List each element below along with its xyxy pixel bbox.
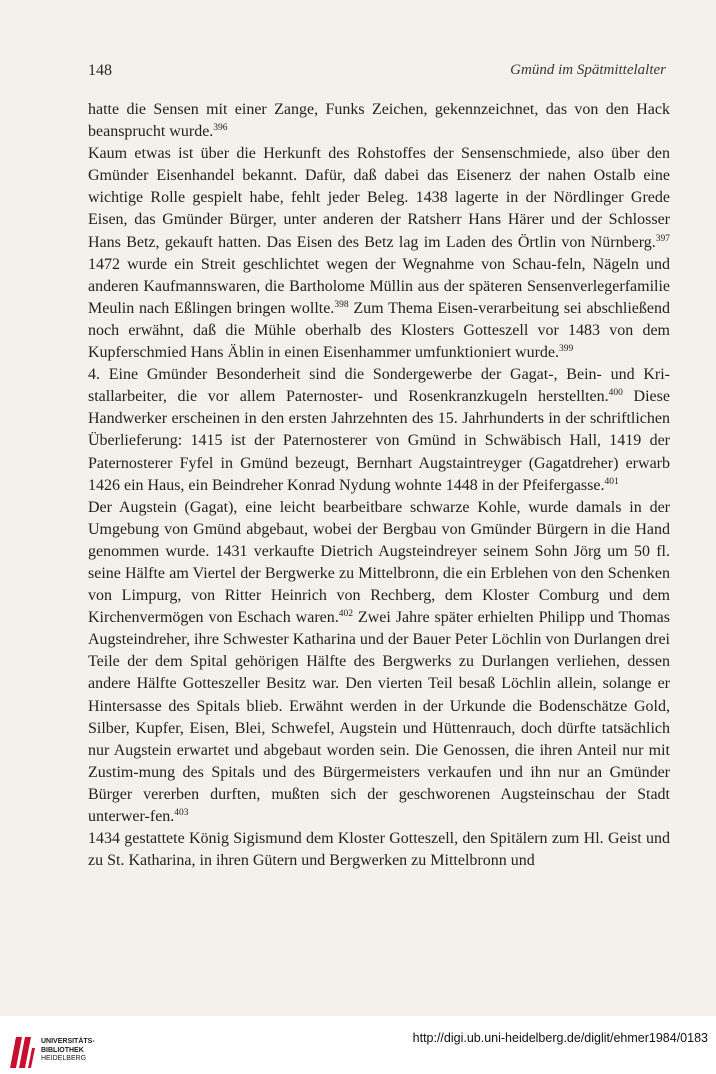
footnote-ref: 400	[608, 388, 623, 399]
library-name	[41, 1038, 111, 1064]
paragraph	[88, 143, 670, 364]
page-number: 148	[88, 62, 112, 79]
library-name-line: HEIDELBERG	[41, 1055, 87, 1062]
paragraph	[88, 99, 670, 143]
text-run: 1434 gestattete König Sigismund dem Kloster Gotteszell, den Spitälern zum Hl. Geist und zu St. Katharina, in ihren Gütern und Bergwerken zu Mittelbronn und	[88, 830, 670, 870]
body-text	[88, 99, 670, 872]
text-run: Der Augstein (Gagat), eine leicht bearbeitbare schwarze Kohle, wurde damals in der Umgebung von Gmünd abgebaut, wobei der Bergbau von Gmünder Bürgern in die Hand genommen wurde. 1431 verkaufte Dietrich Augsteindreyer seinem Sohn Jörg um 50 fl. seine Hälfte am Viertel der Bergwerke zu Mittelbronn, die ein Erblehen von den Schenken von Limpurg, von Ritter Heinrich von Rechberg, dem Kloster Comburg und dem Kirchenvermögen von Eschach waren.	[88, 498, 670, 627]
footnote-ref: 403	[174, 808, 189, 818]
text-run: Zwei Jahre später erhielten Philipp und Thomas Augsteindreher, ihre Schwester Katharina und der Bauer Peter Löchlin von Durlangen drei Teile der dem Spital gehörigen Hälfte des Bergwerks zu Durlangen verliehen, dessen andere Hälfte Gotteszeller Besitz war. Den vierten Teil besaß Löchlin allein, solange er Hintersasse des Spitals blieb. Erwähnt werden in der Urkunde die Bodenschätze Gold, Silber, Kupfer, Eisen, Blei, Schwefel, Augstein und Hüttenrauch, doch dürfte tatsächlich nur Augstein erwartet und abgebaut worden sein. Die Genossen, die ihren Anteil nur mit Zustim-mung des Spitals und des Bürgermeisters verkaufen und ihn nur an Gmünder Bürger vererben durften, mußten sich der geschworenen Augsteinschau der Stadt unterwer-fen.	[88, 609, 670, 825]
text-run: 4. Eine Gmünder Besonderheit sind die Sondergewerbe der Gagat-, Bein- und Kri-stallarbeiter, die vor allem Paternoster- und Rosenkranzkugeln herstellten.	[88, 366, 670, 406]
footer-bar	[0, 1016, 716, 1074]
library-name-line: BIBLIOTHEK	[41, 1046, 84, 1054]
library-name-line: UNIVERSITÄTS-	[41, 1038, 95, 1045]
paragraph	[88, 497, 670, 828]
text-run: 1472 wurde ein Streit geschlichtet wegen der Wegnahme von Schau-feln, Nägeln und anderen Kaufmannswaren, die Bartholome Müllin aus der späteren Sensenverlegerfamilie Meulin nach Eßlingen bringen wollte.	[88, 255, 670, 317]
footnote-ref: 402	[338, 609, 354, 620]
text-run: Diese Handwerker erscheinen in den ersten Jahrzehnten des 15. Jahrhunderts in der schriftlichen Überlieferung: 1415 ist der Paternosterer von Gmünd in Schwäbisch Hall, 1419 der Paternosterer Fyfel in Gmünd bezeugt, Bernhart Augstaintreyger (Gagatdreher) erwarb 1426 ein Haus, ein Beindreher Konrad Nydung wohnte 1448 in der Pfeifergasse.	[88, 388, 670, 494]
footnote-ref: 401	[604, 476, 619, 487]
permalink[interactable]: http://digi.ub.uni-heidelberg.de/diglit/ehmer1984/0183	[412, 1031, 708, 1045]
text-run: hatte die Sensen mit einer Zange, Funks Zeichen, gekennzeichnet, das von den Hack beansprucht wurde.	[88, 101, 670, 141]
footnote-ref: 399	[559, 344, 574, 355]
text-run: Zum Thema Eisen-verarbeitung sei abschließend noch erwähnt, daß die Mühle oberhalb des Klosters Gotteszell vor 1483 von dem Kupferschmied Hans Äblin in einen Eisenhammer umfunktioniert wurde.	[88, 299, 670, 362]
running-head: Gmünd im Spätmittelalter	[510, 62, 666, 78]
text-run: Kaum etwas ist über die Herkunft des Rohstoffes der Sensenschmiede, also über den Gmünder Eisenhandel bekannt. Dafür, daß dabei das Eisenerz der nahen Ostalb eine wichtige Rolle gespielt habe, fehlt jeder Beleg. 1438 lagerte in der Nördlinger Grede Eisen, das Gmünder Bürger, unter anderen der Ratsherr Hans Härer und der Schlosser Hans Betz, gekauft hatten. Das Eisen des Betz lag im Laden des Örtlin von Nürnberg.	[88, 145, 670, 251]
heidelberg-university-library-logo	[8, 1034, 36, 1070]
paragraph	[88, 364, 670, 497]
footnote-ref: 397	[655, 233, 670, 244]
footnote-ref: 398	[334, 299, 349, 310]
footnote-ref: 396	[213, 123, 228, 134]
paragraph	[88, 828, 670, 872]
